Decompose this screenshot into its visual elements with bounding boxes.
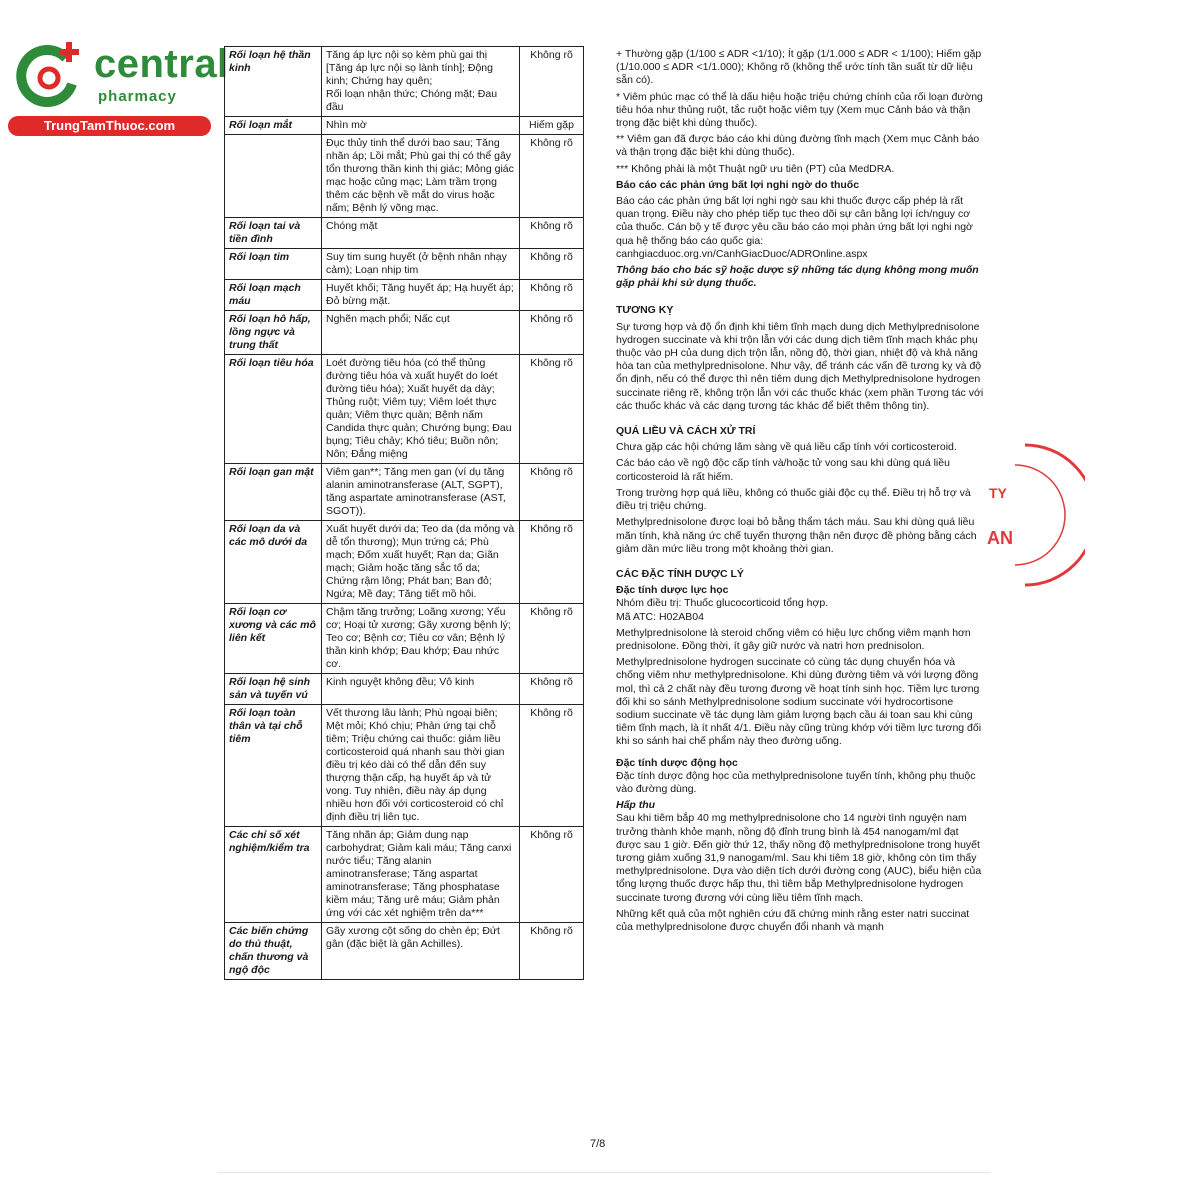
effects-cell [322, 705, 520, 827]
effect-text: Suy tim sung huyết (ở bệnh nhân nhạy cảm); Loạn nhịp tim [326, 251, 507, 276]
note-frequency: + Thường gặp (1/100 ≤ ADR <1/10); Ít gặp (1/1.000 ≤ ADR < 1/100); Hiếm gặp (1/10.000 ≤ ADR <1/1.000); Không rõ (không thể ước tính tần suất từ dữ liệu sẵn có). [616, 48, 982, 87]
effects-cell [322, 355, 520, 464]
frequency-cell: Không rõ [520, 280, 584, 311]
effects-cell [322, 117, 520, 135]
pharm-heading: CÁC ĐẶC TÍNH DƯỢC LÝ [616, 567, 744, 580]
table-row [225, 47, 584, 117]
organ-class-cell: Rối loạn hô hấp, lồng ngực và trung thất [225, 311, 322, 355]
effect-text: Chóng mặt [326, 220, 378, 232]
absorption-para: Sau khi tiêm bắp 40 mg methylprednisolone cho 14 người tình nguyện nam trưởng thành khỏe mạnh, nồng độ đỉnh trung bình là 454 nanogam/ml đạt được sau 1 giờ. Đến giờ thứ 12, thấy nồng độ methylprednisolone trong huyết tương giảm xuống 31,9 nanogam/ml. Sau khi tiêm 18 giờ, không còn tìm thấy methylprednisolone. Dựa vào diện tích dưới đường cong (AUC), biểu hiện của tổng lượng thuốc được hấp thu, thì tiêm bắp Methylprednisolone hydrogen succinate tương đương với cùng liều tiêm tĩnh mạch. [616, 812, 982, 904]
effects-cell [322, 280, 520, 311]
organ-class-cell: Các chỉ số xét nghiệm/kiểm tra [225, 827, 322, 923]
frequency-cell: Không rõ [520, 249, 584, 280]
effect-text: Loét đường tiêu hóa (có thể thủng đường tiêu hóa và xuất huyết do loét đường tiêu hóa); Xuất huyết dạ dày; Thủng ruột; Viêm tụy; Viêm loét thực quản; Viêm thực quản; Bệnh nấm Candida thực quản; Chướng bụng; Đau bụng; Tiêu chảy; Khó tiêu; Buồn nôn; Nôn; Đắng miệng [326, 357, 512, 460]
effect-text: Rối loạn nhận thức; Chóng mặt; Đau đầu [326, 88, 498, 113]
page-number: 7/8 [590, 1138, 606, 1150]
effect-text: Gãy xương cột sống do chèn ép; Đứt gân (đặc biệt là gân Achilles). [326, 925, 500, 950]
table-row [225, 827, 584, 923]
note-peritonitis: * Viêm phúc mạc có thể là dấu hiệu hoặc triệu chứng chính của rối loạn đường tiêu hóa như thủng ruột, tắc ruột hoặc viêm tụy (Xem mục Cảnh báo và thận trọng đặc biệt khi dùng thuốc). [616, 90, 983, 130]
effects-cell [322, 311, 520, 355]
organ-class-cell: Rối loạn hệ sinh sản và tuyến vú [225, 674, 322, 705]
effect-text: Tăng nhãn áp; Giảm dung nạp carbohydrat; Giảm kali máu; Tăng canxi nước tiểu; Tăng alanin aminotransferase; Tăng aspartat aminotransferase; Tăng phosphatase kiềm máu; Tăng urê máu; Giảm phản ứng với các xét nghiệm trên da*** [326, 829, 512, 919]
frequency-cell: Không rõ [520, 135, 584, 218]
table-row [225, 521, 584, 604]
effects-cell [322, 674, 520, 705]
frequency-cell: Không rõ [520, 355, 584, 464]
effect-text: Viêm gan**; Tăng men gan (ví dụ tăng alanin aminotransferase (ALT, SGPT), tăng aspartate aminotransferase (AST, SGOT)). [326, 466, 506, 517]
central-logo-icon [14, 40, 84, 110]
logo-brand: central [94, 42, 229, 86]
frequency-cell: Không rõ [520, 218, 584, 249]
effect-text: Xuất huyết dưới da; Teo da (da mỏng và dễ tổn thương); Mụn trứng cá; Phù mạch; Đốm xuất huyết; Rạn da; Giãn mạch; Giảm hoặc tăng sắc tố da; Chứng rậm lông; Phát ban; Ban đỏ; Ngứa; Mề đay; Tăng tiết mồ hôi. [326, 523, 515, 600]
table-row [225, 249, 584, 280]
compat-heading: TƯƠNG KỴ [616, 304, 674, 317]
effects-cell [322, 218, 520, 249]
svg-text:AN: AN [987, 528, 1013, 548]
organ-class-cell: Rối loạn tai và tiền đình [225, 218, 322, 249]
absorption-para: Những kết quả của một nghiên cứu đã chứng minh rằng ester natri succinat của methylprednisolone được chuyển đổi nhanh và mạnh [616, 907, 970, 933]
pharmacy-logo [8, 36, 229, 136]
table-row [225, 464, 584, 521]
company-stamp-icon [985, 440, 1085, 590]
effects-cell [322, 47, 520, 117]
note-hepatitis: ** Viêm gan đã được báo cáo khi dùng đường tĩnh mạch (Xem mục Cảnh báo và thận trọng đặc biệt khi dùng thuốc). [616, 133, 980, 159]
frequency-cell: Không rõ [520, 923, 584, 980]
frequency-cell: Không rõ [520, 705, 584, 827]
frequency-cell: Không rõ [520, 521, 584, 604]
organ-class-cell: Rối loạn gan mật [225, 464, 322, 521]
effects-cell [322, 923, 520, 980]
organ-class-cell [225, 135, 322, 218]
organ-class-cell: Rối loạn cơ xương và các mô liên kết [225, 604, 322, 674]
table-row [225, 355, 584, 464]
leaflet-page [218, 30, 990, 1175]
notify-text: Thông báo cho bác sỹ hoặc dược sỹ những tác dụng không mong muốn gặp phải khi sử dụng thuốc. [616, 264, 979, 290]
pd-group: Nhóm điều trị: Thuốc glucocorticoid tổng hợp. [616, 597, 829, 610]
overdose-para: Các báo cáo về ngộ độc cấp tính và/hoặc tử vong sau khi dùng quá liều corticosteroid là rất hiếm. [616, 457, 950, 483]
organ-class-cell: Rối loạn toàn thân và tại chỗ tiêm [225, 705, 322, 827]
effects-cell [322, 827, 520, 923]
overdose-para: Trong trường hợp quá liều, không có thuốc giải độc cụ thể. Điều trị hỗ trợ và điều trị triệu chứng. [616, 486, 971, 513]
organ-class-cell: Rối loạn mắt [225, 117, 322, 135]
table-row [225, 135, 584, 218]
organ-class-cell: Rối loạn da và các mô dưới da [225, 521, 322, 604]
organ-class-cell: Rối loạn hệ thần kinh [225, 47, 322, 117]
table-row [225, 218, 584, 249]
effects-cell [322, 521, 520, 604]
effect-text: Kinh nguyệt không đều; Vô kinh [326, 676, 475, 688]
table-row [225, 674, 584, 705]
effects-cell [322, 464, 520, 521]
pk-heading: Đặc tính dược động học [616, 756, 738, 769]
report-heading: Báo cáo các phản ứng bất lợi nghi ngờ do thuốc [616, 178, 860, 191]
pd-heading: Đặc tính dược lực học [616, 584, 729, 597]
pd-atc: Mã ATC: H02AB04 [616, 610, 704, 623]
right-column [616, 48, 984, 937]
effect-text: Tăng áp lực nội sọ kèm phù gai thị [Tăng áp lực nội sọ lành tính]; Động kinh; Chứng hay quên; [326, 49, 493, 87]
organ-class-cell: Rối loạn tim [225, 249, 322, 280]
effect-text: Nhìn mờ [326, 119, 367, 131]
organ-class-cell: Rối loạn tiêu hóa [225, 355, 322, 464]
effect-text: Huyết khối; Tăng huyết áp; Hạ huyết áp; Đỏ bừng mặt. [326, 282, 514, 307]
table-row [225, 280, 584, 311]
effect-text: Chậm tăng trưởng; Loãng xương; Yếu cơ; Hoại tử xương; Gãy xương bệnh lý; Teo cơ; Bệnh cơ; Tiêu cơ vân; Bệnh lý thần kinh khớp; Đau khớp; Đau nhức cơ. [326, 606, 511, 670]
overdose-heading: QUÁ LIỀU VÀ CÁCH XỬ TRÍ [616, 425, 756, 438]
table-row [225, 604, 584, 674]
svg-text:TY: TY [989, 485, 1007, 501]
table-row [225, 311, 584, 355]
effect-text: Nghẽn mạch phổi; Nấc cụt [326, 313, 450, 325]
adverse-effects-table [224, 46, 584, 980]
table-row [225, 705, 584, 827]
report-text: Báo cáo các phản ứng bất lợi nghi ngờ sau khi thuốc được cấp phép là rất quan trọng. Điều này cho phép tiếp tục theo dõi sự cân bằng lợi ích/nguy cơ của thuốc. Cán bộ y tế được yêu cầu báo cáo mọi phản ứng bất lợi nghi ngờ qua hệ thống báo cáo quốc gia: canhgiacduoc.org.vn/CanhGiacDuoc/ADROnline.aspx [616, 195, 973, 260]
organ-class-cell: Rối loạn mạch máu [225, 280, 322, 311]
table-row [225, 117, 584, 135]
overdose-para: Chưa gặp các hội chứng lâm sàng về quá liều cấp tính với corticosteroid. [616, 441, 957, 454]
frequency-cell: Không rõ [520, 464, 584, 521]
frequency-cell: Không rõ [520, 827, 584, 923]
frequency-cell: Không rõ [520, 311, 584, 355]
pk-text: Đặc tính dược động học của methylprednisolone tuyến tính, không phụ thuộc vào đường dùng. [616, 769, 976, 795]
absorption-heading: Hấp thu [616, 799, 656, 812]
table-row [225, 923, 584, 980]
organ-class-cell: Các biến chứng do thủ thuật, chấn thương và ngộ độc [225, 923, 322, 980]
page-edge [218, 1172, 990, 1173]
effects-cell [322, 135, 520, 218]
logo-sub: pharmacy [98, 88, 177, 105]
compat-text: Sự tương hợp và độ ổn định khi tiêm tĩnh mạch dung dịch Methylprednisolone hydrogen succinate và khi trộn lẫn với các dung dịch tiêm tĩnh mạch khác phụ thuộc vào pH của dung dịch trộn lẫn, nồng độ, thời gian, nhiệt độ và khả năng hòa tan của methylprednisolone. Như vậy, để tránh các vấn đề tương kỵ và độ ổn định, nếu có thể được thì nên tiêm dung dịch Methylprednisolone hydrogen succinate riêng rẽ, không trộn lẫn với các thuốc khác (xem phần Tương tác với các thuốc khác và các dạng tương tác khác để biết thêm thông tin). [616, 320, 984, 412]
effect-text: Vết thương lâu lành; Phù ngoại biên; Mệt mỏi; Khó chịu; Phản ứng tại chỗ tiêm; Triệu chứng cai thuốc: giảm liều corticosteroid quá nhanh sau thời gian điều trị kéo dài có thể dẫn đến suy thượng thận cấp, hạ huyết áp và tử vong. Tuy nhiên, điều này áp dụng nhiều hơn đối với corticosteroid có chỉ định điều trị liên tục. [326, 707, 505, 823]
frequency-cell: Không rõ [520, 674, 584, 705]
frequency-cell: Không rõ [520, 47, 584, 117]
effects-cell [322, 249, 520, 280]
note-meddra: *** Không phải là một Thuật ngữ ưu tiên (PT) của MedDRA. [616, 162, 895, 175]
frequency-cell: Hiếm gặp [520, 117, 584, 135]
logo-site: TrungTamThuoc.com [8, 116, 211, 136]
frequency-cell: Không rõ [520, 604, 584, 674]
pd-para: Methylprednisolone hydrogen succinate có cùng tác dụng chuyển hóa và chống viêm như methylprednisolone. Khi dùng đường tiêm và với lượng đồng mol, thì cả 2 chất này đều tương đương về hoạt tính sinh học. Tiềm lực tương đối khi so sánh Methylprednisolone sodium succinate với hydrocortisone sodium succinate về tác dụng làm giảm lượng bạch cầu ái toan sau khi cùng tiêm tĩnh mạch, là ít nhất 4/1. Điều này cũng trùng khớp với tiềm lực tương đối khi so sánh hai chế phẩm này theo đường uống. [616, 656, 982, 748]
adverse-effects-body [225, 47, 584, 980]
overdose-para: Methylprednisolone được loại bỏ bằng thẩm tách máu. Sau khi dùng quá liều mãn tính, khả năng ức chế tuyến thượng thận nên được đề phòng bằng cách giảm dần mức liều trong một khoảng thời gian. [616, 516, 977, 555]
effect-text: Đục thủy tinh thể dưới bao sau; Tăng nhãn áp; Lồi mắt; Phù gai thị có thể gây tổn thương thần kinh thị giác; Mỏng giác mạc hoặc củng mạc; Làm trầm trọng thêm các bệnh về mắt do virus hoặc nấm; Bệnh lý võng mạc. [326, 137, 514, 214]
effects-cell [322, 604, 520, 674]
pd-para: Methylprednisolone là steroid chống viêm có hiệu lực chống viêm mạnh hơn prednisolone. Đồng thời, ít gây giữ nước và natri hơn prednisolon. [616, 626, 971, 652]
